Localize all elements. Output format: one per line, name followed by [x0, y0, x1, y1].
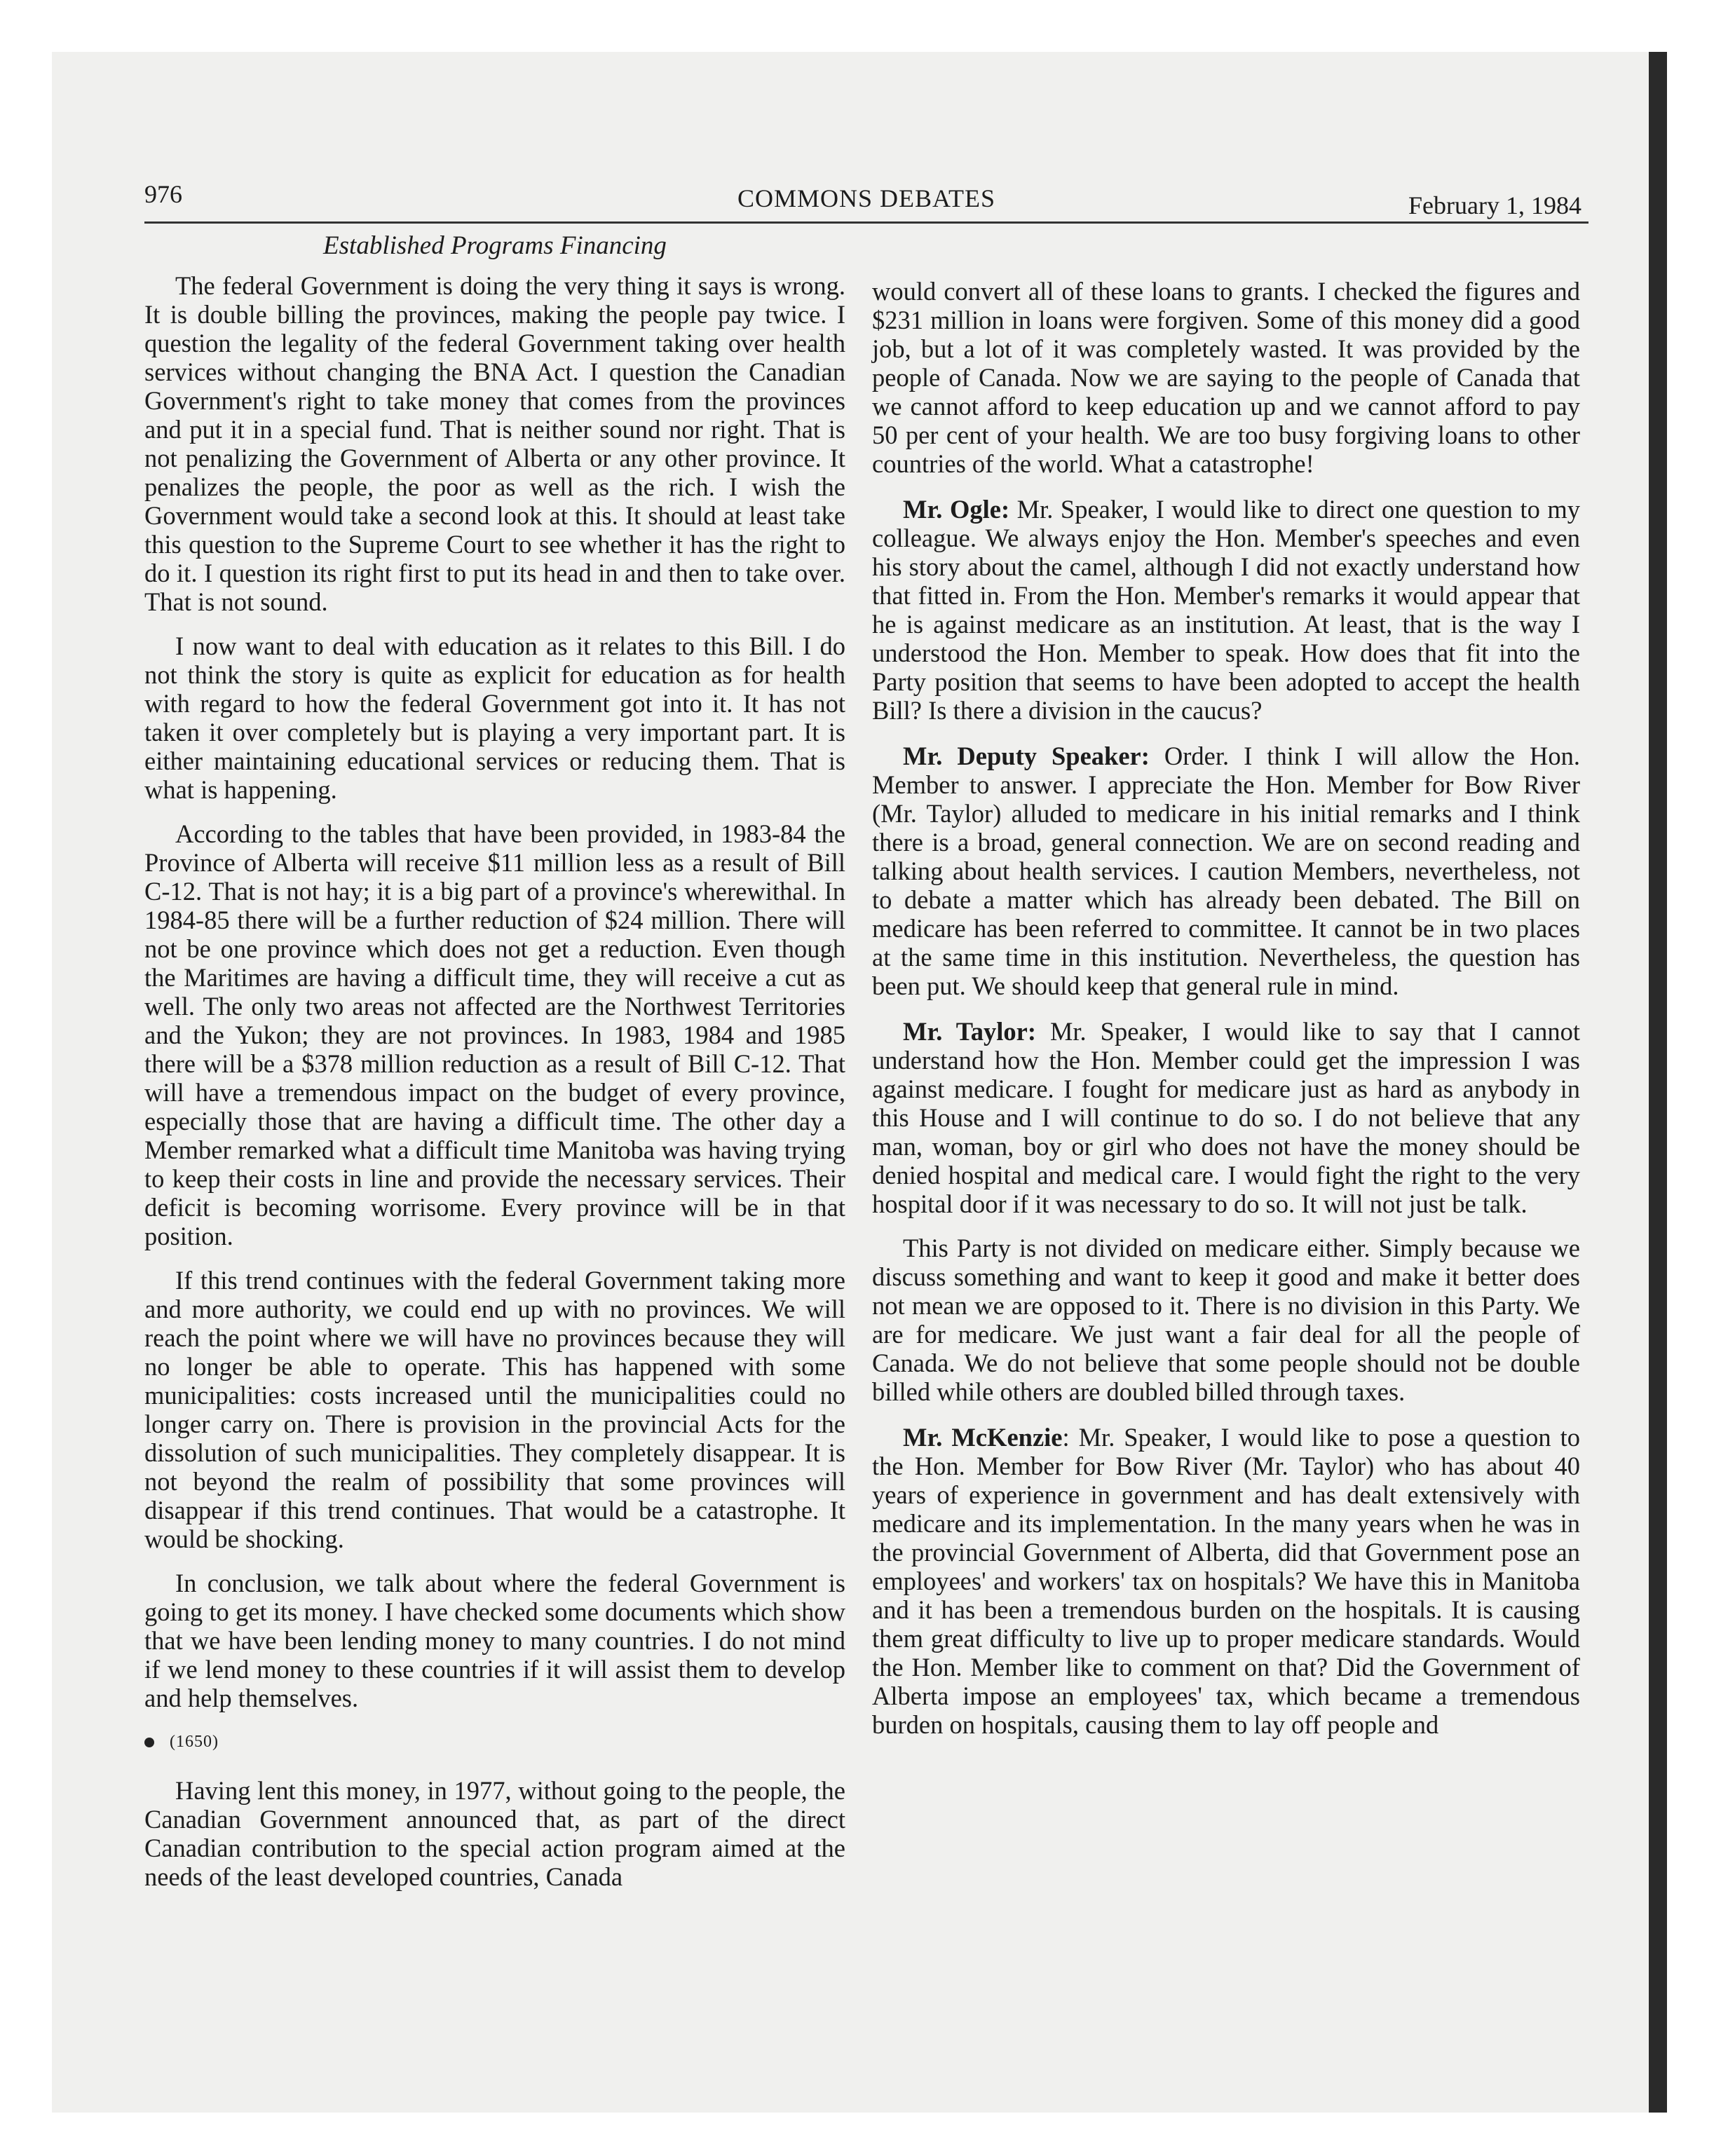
- paragraph: If this trend continues with the federal Government taking more and more authority, we could end up with no provinces. We will reach the point where we will have no provinces because they will no longer be able to operate. This has happened with some municipalities: costs increased until the municipalities could no longer carry on. There is provision in the provincial Acts for the dissolution of such municipalities. They completely disappear. It is not beyond the realm of possibility that some provinces will disappear if this trend continues. That would be a catastrophe. It would be shocking.: [144, 1266, 845, 1553]
- paragraph: I now want to deal with education as it relates to this Bill. I do not think the story is quite as explicit for education as for health with regard to how the federal Government got into it. It has not taken it over completely but is playing a very important part. It is either maintaining educational services or reducing them. That is what is happening.: [144, 632, 845, 804]
- scan-edge-shadow: [1649, 52, 1667, 2113]
- running-header: [144, 177, 1588, 224]
- speech-text: Mr. Speaker, I would like to say that I cannot understand how the Hon. Member could get the impression I was against medicare. I fought for medicare just as hard as anybody in this House and I will continue to do so. I do not believe that any man, woman, boy or girl who does not have the money should be denied hospital and medical care. I would fight the right to the very hospital door if it was necessary to do so. It will not just be talk.: [872, 1017, 1580, 1218]
- paragraph: The federal Government is doing the very thing it says is wrong. It is double billing the provinces, making the people pay twice. I question the legality of the federal Government taking over health services without changing the BNA Act. I question the Canadian Government's right to take money that comes from the provinces and put it in a special fund. That is neither sound nor right. That is not penalizing the Government of Alberta or any other province. It penalizes the people, the poor as well as the rich. I wish the Government would take a second look at this. It should at least take this question to the Supreme Court to see whether it has the right to do it. I question its right first to put its head in and then to take over. That is not sound.: [144, 271, 845, 616]
- section-title: Established Programs Financing: [323, 231, 667, 260]
- speech-text: Order. I think I will allow the Hon. Member to answer. I appreciate the Hon. Member for Bow River (Mr. Taylor) alluded to medicare in his initial remarks and I think there is a broad, general connection. We are on second reading and talking about health services. I caution Members, nevertheless, not to debate a matter which has already been debated. The Bill on medicare has been referred to committee. It cannot be in two places at the same time in this institution. Nevertheless, the question has been put. We should keep that general rule in mind.: [872, 742, 1580, 1000]
- speech-text: : Mr. Speaker, I would like to pose a question to the Hon. Member for Bow River (Mr. Taylor) who has about 40 years of experience in government and has dealt extensively with medicare and its implementation. In the many years when he was in the provincial Government of Alberta, did that Government pose an employees' and workers' tax on hospitals? We have this in Manitoba and it has been a tremendous burden on the hospitals. It is causing them great difficulty to live up to proper medicare standards. Would the Hon. Member like to comment on that? Did the Government of Alberta impose an employees' tax, which became a tremendous burden on hospitals, causing them to lay off people and: [872, 1423, 1580, 1739]
- speech-mckenzie: [872, 1423, 1580, 1739]
- time-marker: [144, 1728, 845, 1756]
- paragraph: In conclusion, we talk about where the federal Government is going to get its money. I have checked some documents which show that we have been lending money to many countries. I do not mind if we lend money to these countries if it will assist them to develop and help themselves.: [144, 1569, 845, 1712]
- right-column: [872, 277, 1580, 1754]
- left-column: [144, 231, 845, 1906]
- speech-deputy-speaker: [872, 742, 1580, 1000]
- issue-date: February 1, 1984: [1408, 191, 1581, 219]
- paragraph-continuation: would convert all of these loans to grants. I checked the figures and $231 million in loans were forgiven. Some of this money did a good job, but a lot of it was completely wasted. It was provided by the people of Canada. Now we are saying to the people of Canada that we cannot afford to keep education up and we cannot afford to pay 50 per cent of your health. We are too busy forgiving loans to other countries of the world. What a catastrophe!: [872, 277, 1580, 478]
- page-number: 976: [144, 180, 182, 208]
- speaker-name: Mr. Deputy Speaker:: [903, 742, 1150, 770]
- paragraph: This Party is not divided on medicare either. Simply because we discuss something and want to keep it good and make it better does not mean we are opposed to it. There is no division in this Party. We are for medicare. We just want a fair deal for all the people of Canada. We do not believe that some people should not be double billed while others are doubled billed through taxes.: [872, 1234, 1580, 1406]
- speech-taylor: [872, 1017, 1580, 1218]
- publication-title: COMMONS DEBATES: [737, 184, 996, 212]
- speaker-name: Mr. Taylor:: [903, 1017, 1036, 1046]
- time-marker-text: (1650): [170, 1733, 219, 1751]
- speech-text: Mr. Speaker, I would like to direct one question to my colleague. We always enjoy the Hon. Member's speeches and even his story about the camel, although I did not exactly understand how that fitted in. From the Hon. Member's remarks it would appear that he is against medicare as an institution. At least, that is the way I understood the Hon. Member to speak. How does that fit into the Party position that seems to have been adopted to accept the health Bill? Is there a division in the caucus?: [872, 495, 1580, 725]
- speaker-name: Mr. Ogle:: [903, 495, 1010, 524]
- paragraph: Having lent this money, in 1977, without going to the people, the Canadian Government announced that, as part of the direct Canadian contribution to the special action program aimed at the needs of the least developed countries, Canada: [144, 1776, 845, 1891]
- paragraph: According to the tables that have been provided, in 1983-84 the Province of Alberta will receive $11 million less as a result of Bill C-12. That is not hay; it is a big part of a province's wherewithal. In 1984-85 there will be a further reduction of $24 million. There will not be one province which does not get a reduction. Even though the Maritimes are having a difficult time, they will receive a cut as well. The only two areas not affected are the Northwest Territories and the Yukon; they are not provinces. In 1983, 1984 and 1985 there will be a $378 million reduction as a result of Bill C-12. That will have a tremendous impact on the budget of every province, especially those that are having a difficult time. The other day a Member remarked what a difficult time Manitoba was having trying to keep their costs in line and provide the necessary services. Their deficit is becoming worrisome. Every province will be in that position.: [144, 819, 845, 1250]
- bullet-icon: [144, 1738, 154, 1747]
- speech-ogle: [872, 495, 1580, 725]
- speaker-name: Mr. McKenzie: [903, 1423, 1063, 1452]
